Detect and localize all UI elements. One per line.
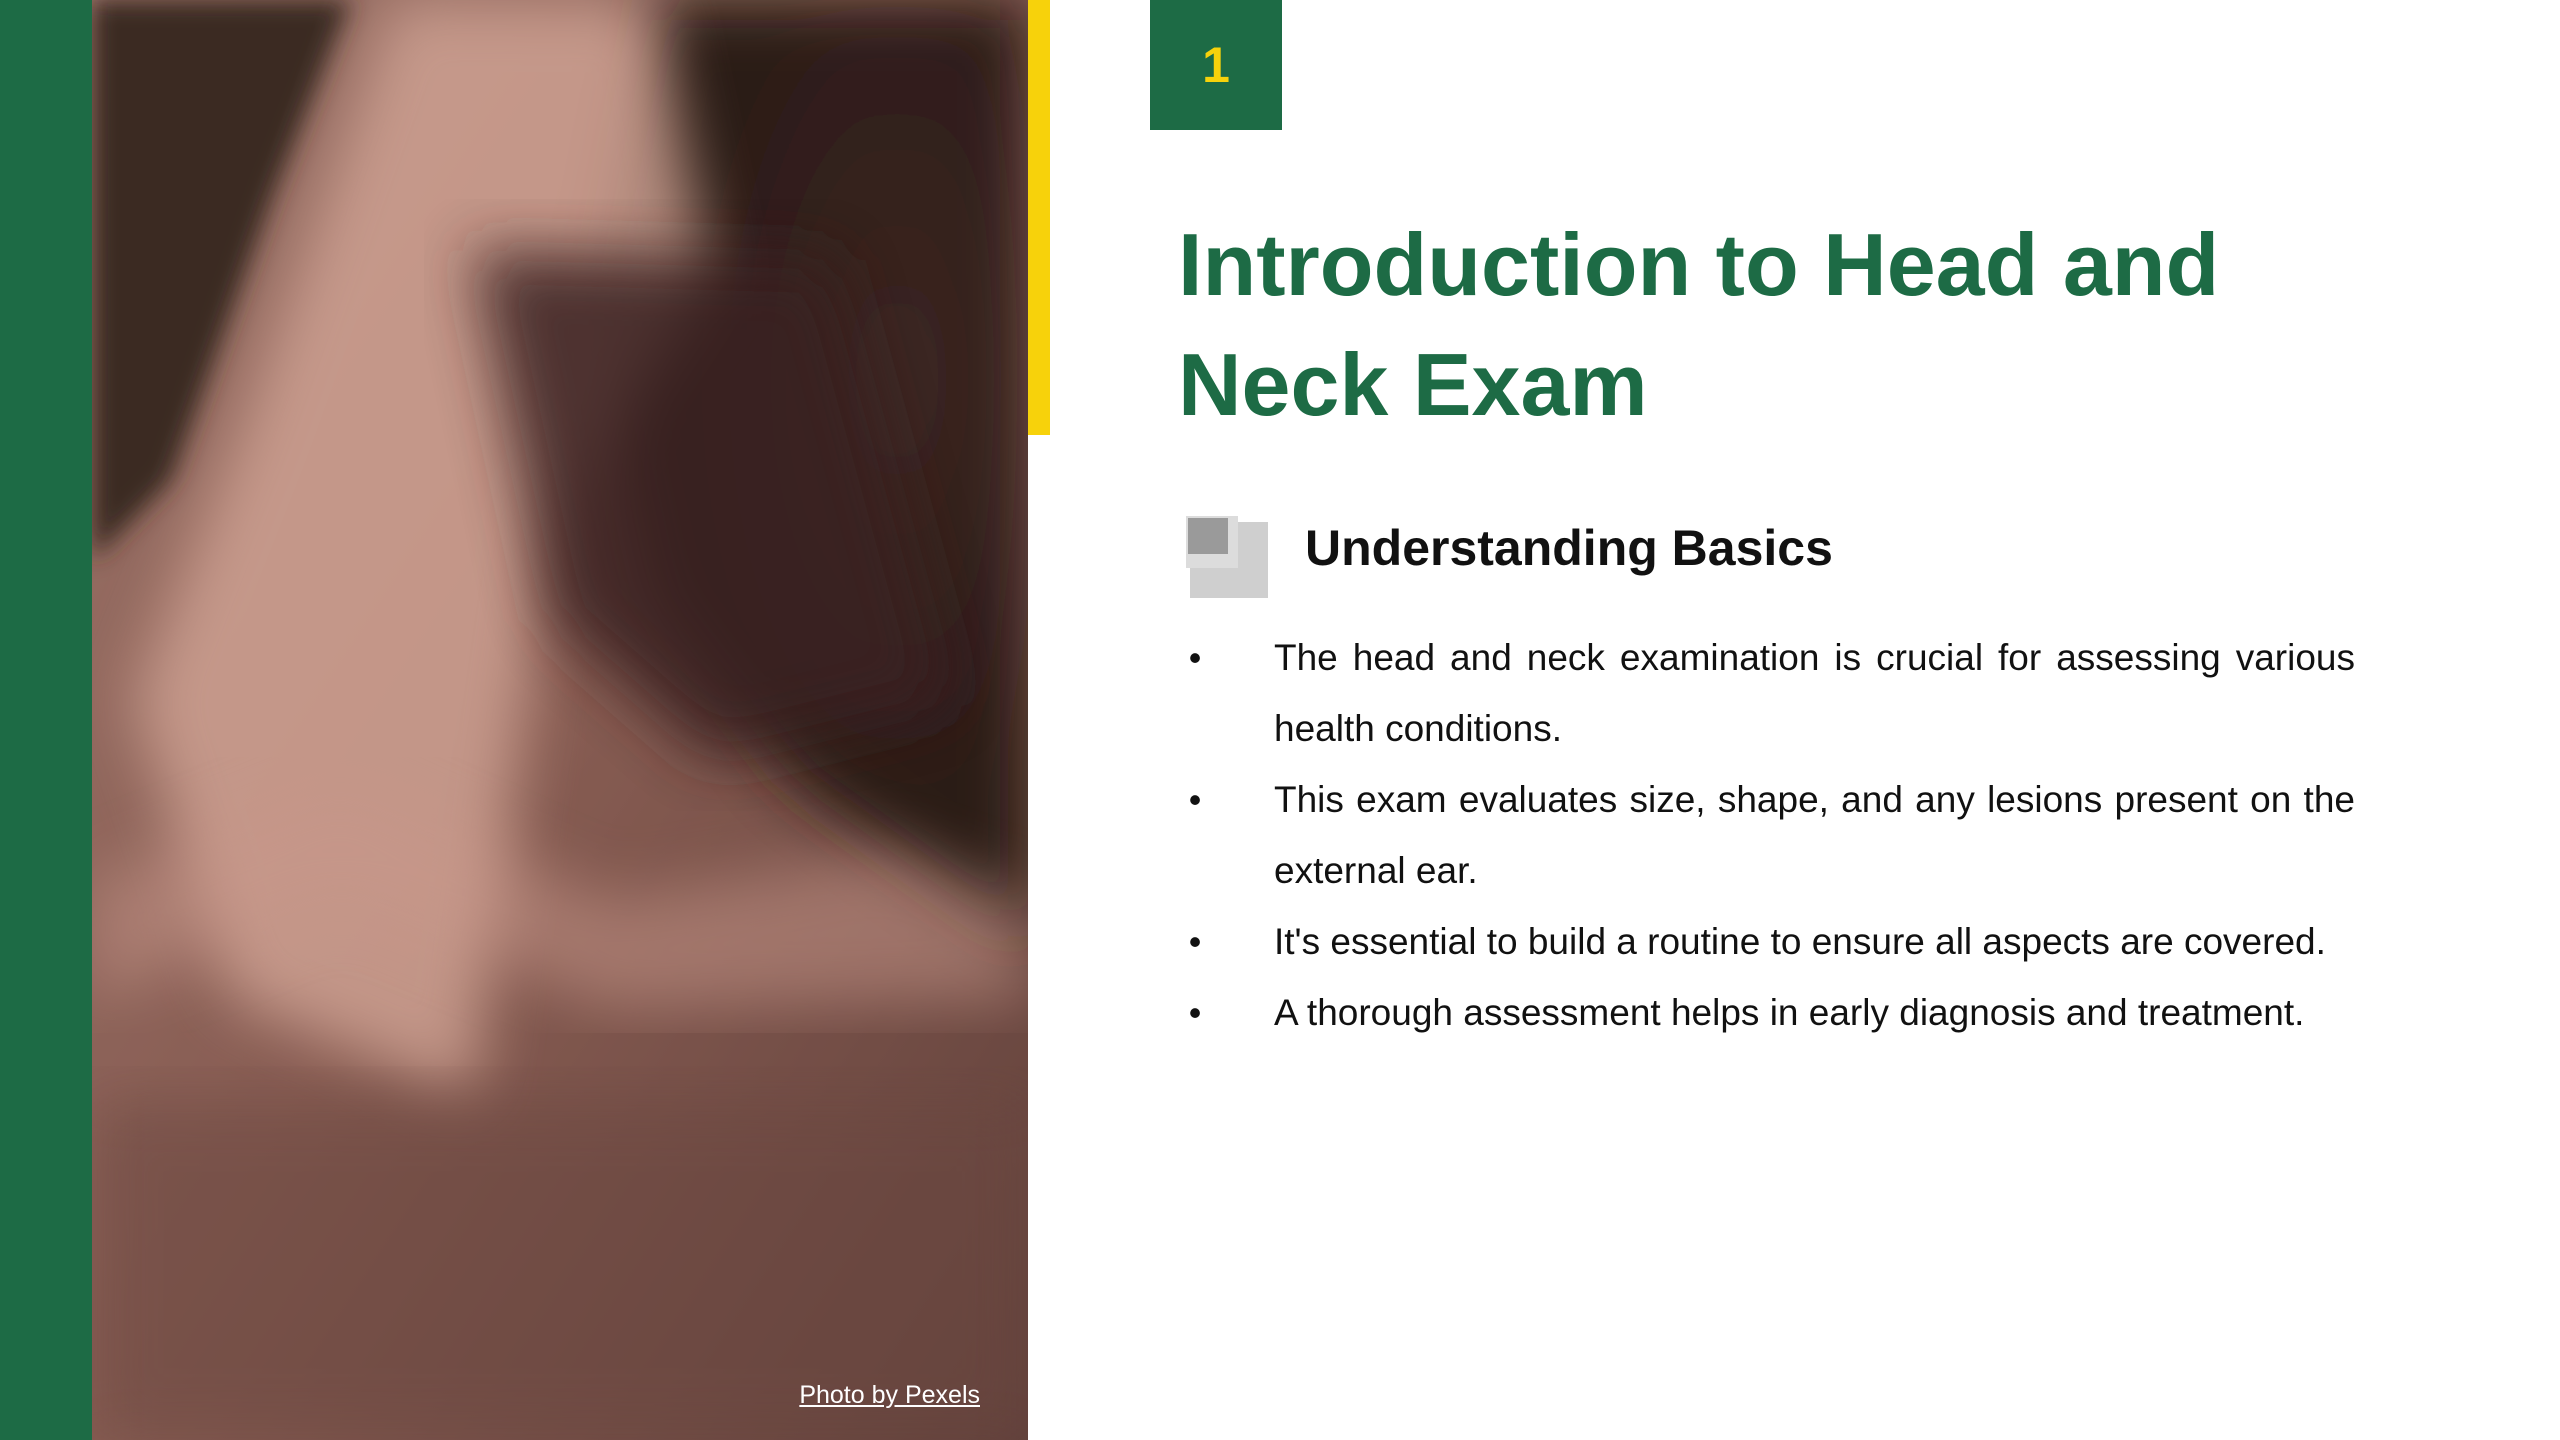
bullet-dot: • — [1188, 779, 1202, 820]
list-item — [1180, 977, 2355, 1048]
slide-title: Introduction to Head and Neck Exam — [1178, 215, 2220, 434]
bullet-dot: • — [1188, 637, 1202, 678]
subheading: Understanding Basics — [1305, 520, 1833, 576]
bullet-text: It's essential to build a routine to ensure all aspects are covered. — [1274, 921, 2326, 962]
square-icon — [1186, 516, 1270, 600]
slide-number-badge — [1150, 0, 1282, 130]
photo-credit-link[interactable]: Photo by Pexels — [799, 1381, 980, 1409]
bullet-text: A thorough assessment helps in early diagnosis and treatment. — [1274, 992, 2305, 1033]
slide-number: 1 — [1202, 37, 1230, 93]
bullet-dot: • — [1188, 992, 1202, 1033]
list-item — [1180, 906, 2355, 977]
bullet-text: This exam evaluates size, shape, and any lesions present on the external ear. — [1274, 779, 2355, 891]
list-item — [1180, 764, 2355, 906]
bullet-list — [1180, 622, 2355, 1048]
list-item — [1180, 622, 2355, 764]
bullet-text: The head and neck examination is crucial for assessing various health conditions. — [1274, 637, 2355, 749]
yellow-accent-bar — [1028, 0, 1050, 435]
bullet-dot: • — [1188, 921, 1202, 962]
neck-photo-image — [92, 0, 1028, 1440]
left-accent-bar — [0, 0, 92, 1440]
neck-photo — [92, 0, 1028, 1440]
